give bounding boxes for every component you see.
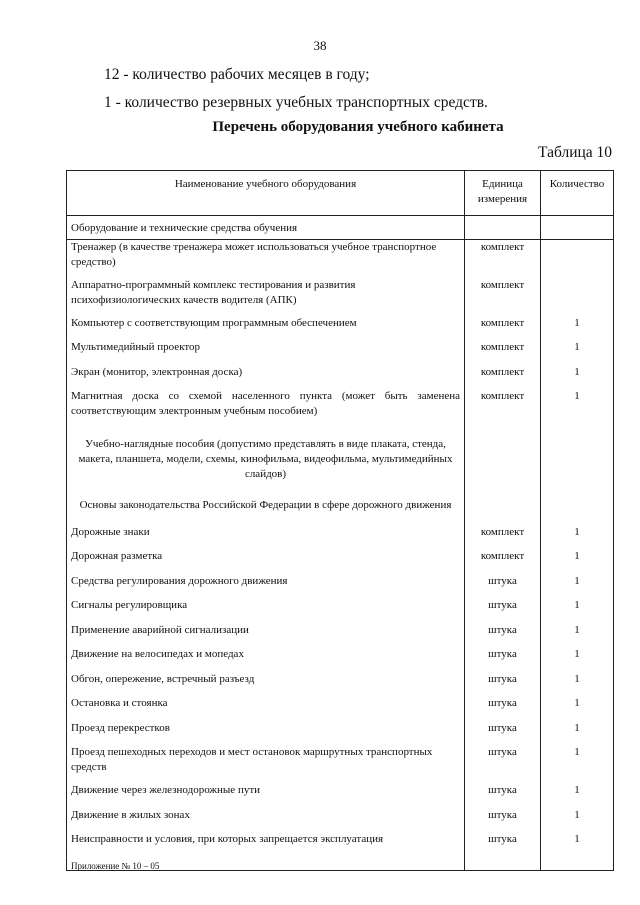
section-row-equipment — [67, 216, 614, 240]
item-quantity: 1 — [541, 647, 614, 672]
item-quantity — [541, 239, 614, 278]
item-quantity: 1 — [541, 745, 614, 783]
intro-line-months: 12 - количество рабочих месяцев в году; — [104, 66, 370, 83]
item-name: Остановка и стоянка — [67, 696, 465, 721]
item-unit: штука — [465, 574, 541, 599]
intro-line-reserve: 1 - количество резервных учебных транспортных средств. — [104, 94, 488, 111]
item-unit: комплект — [465, 316, 541, 341]
item-unit: комплект — [465, 278, 541, 316]
item-name: Проезд перекрестков — [67, 721, 465, 746]
item-name: Движение через железнодорожные пути — [67, 783, 465, 808]
section-row-legislation — [67, 492, 614, 525]
item-quantity: 1 — [541, 340, 614, 365]
item-quantity: 1 — [541, 598, 614, 623]
section-legislation: Основы законодательства Российской Федерации в сфере дорожного движения — [67, 492, 465, 525]
item-name: Дорожные знаки — [67, 525, 465, 550]
item-name: Аппаратно-программный комплекс тестирования и развития психофизиологических качеств водителя (АПК) — [67, 278, 465, 316]
table-row — [67, 696, 614, 721]
table-row — [67, 278, 614, 316]
item-quantity: 1 — [541, 623, 614, 648]
item-name: Проезд пешеходных переходов и мест остановок маршрутных транспортных средств — [67, 745, 465, 783]
table-row — [67, 549, 614, 574]
item-unit: штука — [465, 808, 541, 833]
header-qty: Количество — [541, 171, 614, 216]
aid-rows — [67, 525, 614, 871]
table-row — [67, 808, 614, 833]
item-name: Движение в жилых зонах — [67, 808, 465, 833]
item-name: Неисправности и условия, при которых запрещается эксплуатация — [67, 832, 465, 871]
table-row — [67, 389, 614, 427]
item-unit: штука — [465, 832, 541, 871]
item-name: Движение на велосипедах и мопедах — [67, 647, 465, 672]
item-name: Дорожная разметка — [67, 549, 465, 574]
item-quantity — [541, 278, 614, 316]
item-quantity: 1 — [541, 316, 614, 341]
table-row — [67, 239, 614, 278]
item-unit: штука — [465, 672, 541, 697]
item-unit: комплект — [465, 239, 541, 278]
item-name: Применение аварийной сигнализации — [67, 623, 465, 648]
table-label: Таблица 10 — [538, 144, 613, 161]
item-name: Компьютер с соответствующим программным обеспечением — [67, 316, 465, 341]
table-row — [67, 525, 614, 550]
equipment-table — [66, 170, 614, 871]
table-row — [67, 745, 614, 783]
header-unit: Единица измерения — [465, 171, 541, 216]
table-header-row — [67, 171, 614, 216]
item-unit: штука — [465, 721, 541, 746]
item-quantity: 1 — [541, 549, 614, 574]
item-name: Мультимедийный проектор — [67, 340, 465, 365]
table-row — [67, 598, 614, 623]
footer-note: Приложение № 10 – 05 — [71, 861, 160, 871]
item-quantity: 1 — [541, 832, 614, 871]
item-quantity: 1 — [541, 574, 614, 599]
item-quantity: 1 — [541, 696, 614, 721]
table-row — [67, 365, 614, 390]
table-row — [67, 623, 614, 648]
item-name: Средства регулирования дорожного движения — [67, 574, 465, 599]
section-visual-aids: Учебно-наглядные пособия (допустимо представлять в виде плаката, стенда, макета, планшета, модели, схемы, кинофильма, видеофильма, мультимедийных слайдов) — [67, 427, 465, 492]
item-unit: комплект — [465, 549, 541, 574]
item-quantity: 1 — [541, 365, 614, 390]
item-name: Сигналы регулировщика — [67, 598, 465, 623]
section-equipment: Оборудование и технические средства обучения — [67, 216, 465, 240]
table-row — [67, 316, 614, 341]
item-name: Тренажер (в качестве тренажера может использоваться учебное транспортное средство) — [67, 239, 465, 278]
item-unit: комплект — [465, 389, 541, 427]
item-name: Магнитная доска со схемой населенного пункта (может быть заменена соответствующим электронным учебным пособием) — [67, 389, 465, 427]
equipment-rows — [67, 239, 614, 427]
item-unit: штука — [465, 647, 541, 672]
item-unit: комплект — [465, 340, 541, 365]
item-unit: штука — [465, 623, 541, 648]
table-row — [67, 340, 614, 365]
item-quantity: 1 — [541, 721, 614, 746]
table-row — [67, 574, 614, 599]
item-name: Обгон, опережение, встречный разъезд — [67, 672, 465, 697]
item-quantity: 1 — [541, 389, 614, 427]
item-unit: штука — [465, 783, 541, 808]
page-number: 38 — [313, 38, 327, 53]
item-quantity: 1 — [541, 672, 614, 697]
item-name: Экран (монитор, электронная доска) — [67, 365, 465, 390]
item-quantity: 1 — [541, 783, 614, 808]
header-name: Наименование учебного оборудования — [67, 171, 465, 216]
item-unit: штука — [465, 696, 541, 721]
item-quantity: 1 — [541, 808, 614, 833]
table-row — [67, 672, 614, 697]
item-unit: комплект — [465, 525, 541, 550]
table-row — [67, 783, 614, 808]
table-row — [67, 721, 614, 746]
item-quantity: 1 — [541, 525, 614, 550]
document-title: Перечень оборудования учебного кабинета — [212, 119, 504, 135]
item-unit: штука — [465, 598, 541, 623]
section-row-visual-aids — [67, 427, 614, 492]
item-unit: штука — [465, 745, 541, 783]
table-row — [67, 647, 614, 672]
item-unit: комплект — [465, 365, 541, 390]
